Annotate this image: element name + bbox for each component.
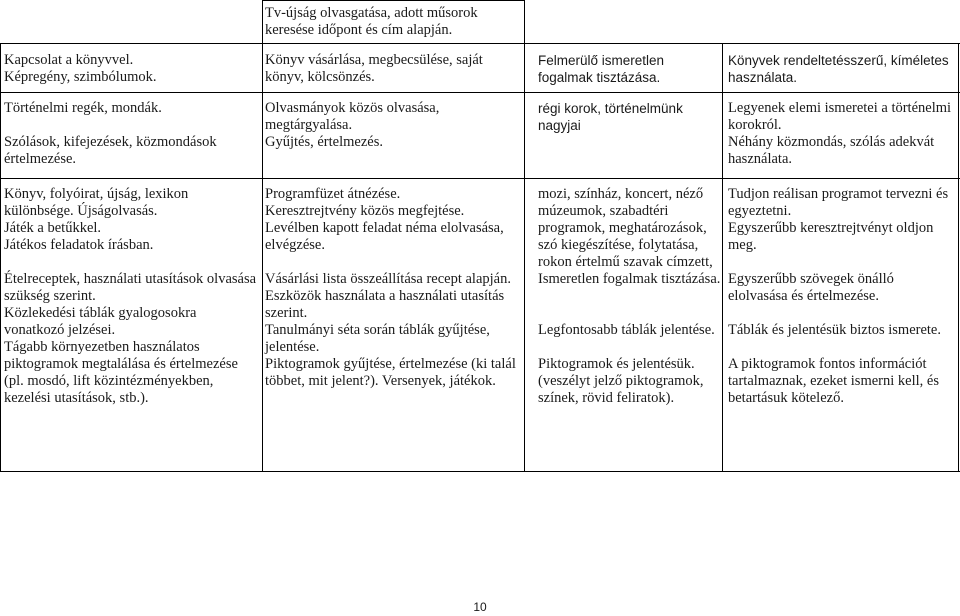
column-divider-5 [958, 43, 959, 471]
page-number: 10 [473, 600, 487, 614]
row3-col4-line: Egyszerűbb szövegek önálló elolvasása és értelmezése. [728, 271, 894, 304]
row3-col4-gap [728, 339, 956, 356]
table-header-note [265, 5, 520, 39]
row3-col1-line: Ételreceptek, használati utasítások olvasása szükség szerint. [4, 271, 257, 304]
row2-col4-line: Néhány közmondás, szólás adekvát használata. [728, 134, 935, 167]
row3-col2-gap [265, 254, 523, 271]
row1-col3-cell [538, 52, 718, 86]
row3-col2-line: Eszközök használata a használati utasítás szerint. [265, 288, 505, 321]
row-divider-3 [0, 178, 960, 179]
row3-col4-gap [728, 305, 956, 322]
table-top-border [262, 0, 524, 1]
row2-col2-cell [265, 100, 515, 151]
header-note-text: Tv-újság olvasgatása, adott műsorok keresése időpont és cím alapján. [265, 5, 478, 38]
row3-col2-line: Programfüzet átnézése. [265, 186, 401, 202]
row3-col3-line: mozi, színház, koncert, néző múzeumok, szabadtéri programok, meghatározások, szó kiegészítése, folytatása, rokon értelmű szavak címzett, [538, 186, 713, 270]
row2-col4-line: Legyenek elemi ismeretei a történelmi korokról. [728, 100, 952, 133]
row3-col3-gap [538, 288, 722, 305]
row3-col1-line: Játék a betűkkel. [4, 220, 102, 236]
row1-col4-line: Könyvek rendeltetésszerű, kíméletes használata. [728, 53, 949, 85]
row1-col2-line: Könyv vásárlása, megbecsülése, saját könyv, kölcsönzés. [265, 52, 483, 85]
row3-col2-cell [265, 186, 523, 390]
column-divider-3 [524, 0, 525, 471]
row3-col4-line: A piktogramok fontos információt tartalmaznak, ezeket ismerni kell, és betartásuk kötelező. [728, 356, 939, 406]
row3-col3-line: Legfontosabb táblák jelentése. [538, 322, 715, 338]
row3-col1-gap [4, 254, 258, 271]
column-divider-4 [722, 43, 723, 471]
row2-col1-cell [4, 100, 258, 168]
row2-col3-cell [538, 100, 718, 134]
row-divider-1 [0, 43, 960, 44]
row3-col1-line: Közlekedési táblák gyalogosokra vonatkozó jelzései. [4, 305, 197, 338]
row3-col2-line: Levélben kapott feladat néma elolvasása, elvégzése. [265, 220, 504, 253]
row3-col3-line: Ismeretlen fogalmak tisztázása. [538, 271, 721, 287]
row3-col1-cell [4, 186, 258, 407]
row3-col2-line: Tanulmányi séta során táblák gyűjtése, jelentése. [265, 322, 490, 355]
row-divider-2 [0, 92, 960, 93]
row3-col3-line: Piktogramok és jelentésük. (veszélyt jelző piktogramok, színek, rövid feliratok). [538, 356, 704, 406]
row3-col4-line: Tudjon reálisan programot tervezni és egyeztetni. [728, 186, 949, 219]
row3-col3-cell [538, 186, 722, 407]
row3-col2-line: Piktogramok gyűjtése, értelmezése (ki talál többet, mit jelent?). Versenyek, játékok. [265, 356, 516, 389]
row2-col3-line: régi korok, történelmünk nagyjai [538, 101, 683, 133]
row1-col1-cell [4, 52, 258, 86]
row2-col4-cell [728, 100, 956, 168]
row2-col2-line: Gyűjtés, értelmezés. [265, 134, 383, 150]
row3-col4-line: Táblák és jelentésük biztos ismerete. [728, 322, 941, 338]
row3-col1-line: Játékos feladatok írásban. [4, 237, 154, 253]
row3-col4-gap [728, 254, 956, 271]
row3-col1-line: Tágabb környezetben használatos piktogramok megtalálása és értelmezése (pl. mosdó, lift közintézményekben, kezelési utasítások, stb.). [4, 339, 238, 406]
row3-col4-cell [728, 186, 956, 407]
row2-col1-line: Szólások, kifejezések, közmondások értelmezése. [4, 134, 217, 167]
row2-col1-gap [4, 117, 258, 134]
row2-col2-line: Olvasmányok közös olvasása, megtárgyalása. [265, 100, 440, 133]
row3-col3-gap [538, 305, 722, 322]
table-bottom-border [0, 471, 960, 472]
row3-col4-line: Egyszerűbb keresztrejtvényt oldjon meg. [728, 220, 934, 253]
row1-col1-line: Képregény, szimbólumok. [4, 69, 157, 85]
row1-col2-cell [265, 52, 519, 86]
column-divider-2 [262, 0, 263, 471]
row1-col4-cell [728, 52, 956, 86]
row1-col1-line: Kapcsolat a könyvvel. [4, 52, 134, 68]
column-divider-1 [0, 43, 1, 471]
row1-col3-line: Felmerülő ismeretlen fogalmak tisztázása. [538, 53, 665, 85]
row2-col1-line: Történelmi regék, mondák. [4, 100, 162, 116]
row3-col1-line: Könyv, folyóirat, újság, lexikon különbsége. Újságolvasás. [4, 186, 189, 219]
row3-col2-line: Keresztrejtvény közös megfejtése. [265, 203, 465, 219]
row3-col2-line: Vásárlási lista összeállítása recept alapján. [265, 271, 511, 287]
row3-col3-gap [538, 339, 722, 356]
